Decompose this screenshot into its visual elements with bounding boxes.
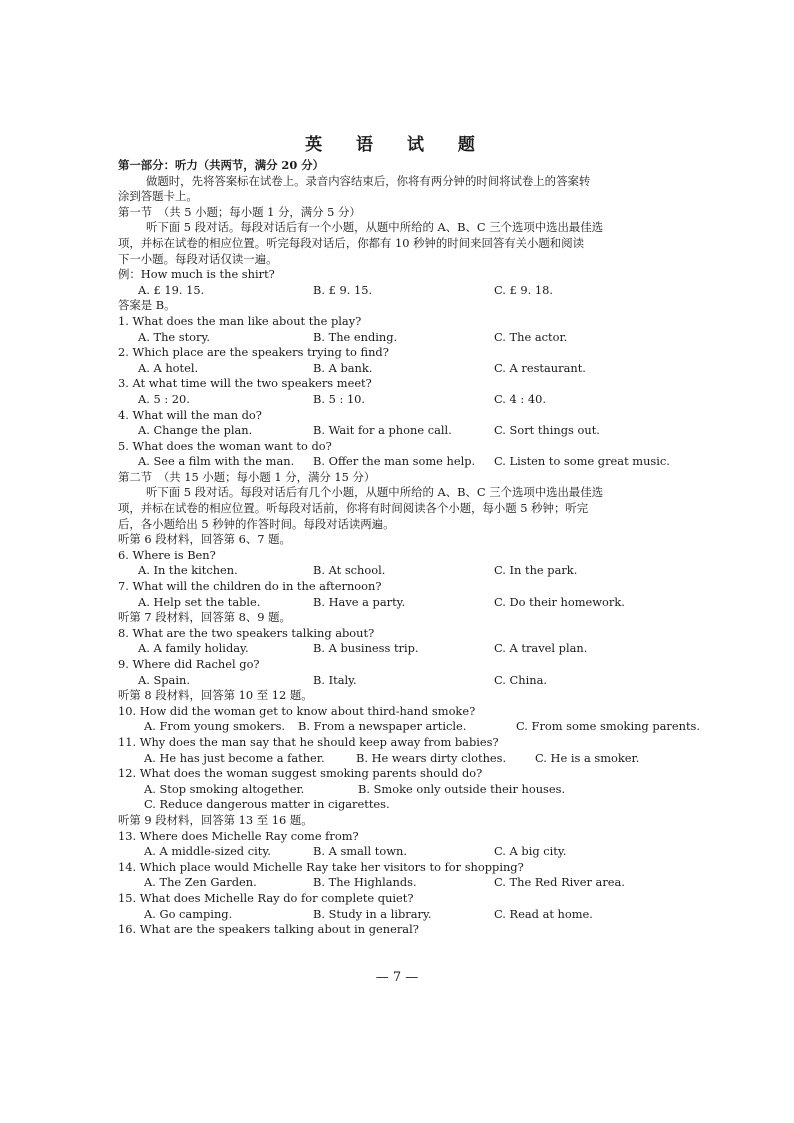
question: 11. Why does the man say that he should keep away from babies? <box>118 734 499 749</box>
example-options <box>118 283 678 299</box>
option-c: C. Sort things out. <box>494 423 600 438</box>
section2-heading: 第二节 （共 15 小题；每小题 1 分，满分 15 分） <box>118 469 376 484</box>
options <box>118 595 678 611</box>
part1-instruction: 做题时，先将答案标在试卷上。录音内容结束后，你将有两分钟的时间将试卷上的答案转 <box>146 173 591 188</box>
section1-instruction: 项，并标在试卷的相应位置。听完每段对话后，你都有 10 秒钟的时间来回答有关小题和阅读 <box>118 235 584 250</box>
material-heading: 听第 7 段材料，回答第 8、9 题。 <box>118 610 291 625</box>
option-b: B. A small town. <box>313 844 407 859</box>
option-a: A. In the kitchen. <box>138 563 238 578</box>
option-b: B. The Highlands. <box>313 875 417 890</box>
option-c: C. China. <box>494 672 547 687</box>
option-a: A. Go camping. <box>144 906 233 921</box>
option-a: A. Help set the table. <box>138 594 261 609</box>
option-a: A. 5 : 20. <box>138 391 190 406</box>
option-b: B. The ending. <box>313 329 398 344</box>
section2-instruction: 项，并标在试卷的相应位置。听每段对话前，你将有时间阅读各个小题，每小题 5 秒钟；听完 <box>118 501 589 516</box>
option-c: C. The actor. <box>494 329 568 344</box>
options <box>118 797 678 813</box>
options <box>118 361 678 377</box>
option-b: B. £ 9. 15. <box>313 282 373 297</box>
option-b: B. Offer the man some help. <box>313 454 476 469</box>
section2-instruction: 后，各小题给出 5 秒钟的作答时间。每段对话读两遍。 <box>118 516 395 531</box>
section1-instruction: 下一小题。每段对话仅读一遍。 <box>118 251 278 266</box>
option-c: C. 4 : 40. <box>494 391 546 406</box>
option-c: C. Read at home. <box>494 906 593 921</box>
option-a: A. Change the plan. <box>138 423 253 438</box>
question: 6. Where is Ben? <box>118 547 216 562</box>
question: 14. Which place would Michelle Ray take her visitors to for shopping? <box>118 859 524 874</box>
option-a: A. From young smokers. <box>144 719 286 734</box>
question: 9. Where did Rachel go? <box>118 657 260 671</box>
question: 4. What will the man do? <box>118 407 262 422</box>
options <box>118 423 678 439</box>
option-a: A. A hotel. <box>138 360 199 375</box>
option-a: A. See a film with the man. <box>138 454 295 469</box>
question: 8. What are the two speakers talking about? <box>118 625 375 640</box>
option-a: A. £ 19. 15. <box>138 282 205 297</box>
option-b: B. Study in a library. <box>313 906 432 921</box>
option-a: A. He has just become a father. <box>144 750 325 765</box>
option-c: C. The Red River area. <box>494 875 625 890</box>
option-c: C. A big city. <box>494 844 567 859</box>
question: 5. What does the woman want to do? <box>118 438 332 453</box>
option-a: A. The story. <box>138 329 211 344</box>
options <box>118 454 678 470</box>
question: 2. Which place are the speakers trying to find? <box>118 345 389 360</box>
material-heading: 听第 9 段材料，回答第 13 至 16 题。 <box>118 812 313 827</box>
options <box>118 719 700 735</box>
question: 3. At what time will the two speakers meet? <box>118 376 372 391</box>
option-c: C. From some smoking parents. <box>516 719 700 734</box>
option-c: C. He is a smoker. <box>535 750 640 765</box>
option-b: B. Have a party. <box>313 594 406 609</box>
options <box>118 751 678 767</box>
section1-instruction: 听下面 5 段对话。每段对话后有一个小题，从题中所给的 A、B、C 三个选项中选出最佳选 <box>146 220 604 235</box>
option-b: B. A bank. <box>313 360 373 375</box>
option-b: B. At school. <box>313 563 386 578</box>
option-b: B. A business trip. <box>313 641 419 656</box>
example-answer: 答案是 B。 <box>118 298 176 313</box>
option-c: C. £ 9. 18. <box>494 282 554 297</box>
section2-instruction: 听下面 5 段对话。每段对话后有几个小题，从题中所给的 A、B、C 三个选项中选出最佳选 <box>146 485 604 500</box>
example-question: 例：How much is the shirt? <box>118 267 275 282</box>
question: 15. What does Michelle Ray do for complete quiet? <box>118 890 414 905</box>
options <box>118 782 678 798</box>
option-b: B. He wears dirty clothes. <box>356 750 507 765</box>
section1-heading: 第一节 （共 5 小题；每小题 1 分，满分 5 分） <box>118 204 361 219</box>
option-b: B. From a newspaper article. <box>298 719 467 734</box>
option-c: C. In the park. <box>494 563 578 578</box>
options <box>118 673 678 689</box>
material-heading: 听第 8 段材料，回答第 10 至 12 题。 <box>118 688 313 703</box>
option-b: B. Wait for a phone call. <box>313 423 452 438</box>
part1-heading: 第一部分：听力（共两节，满分 20 分） <box>118 158 325 172</box>
question: 12. What does the woman suggest smoking parents should do? <box>118 766 483 781</box>
option-c: C. Reduce dangerous matter in cigarettes. <box>144 797 390 812</box>
option-c: C. Listen to some great music. <box>494 454 670 469</box>
exam-content <box>118 158 700 938</box>
options <box>118 641 678 657</box>
options <box>118 844 678 860</box>
option-a: A. Stop smoking altogether. <box>144 781 305 796</box>
options <box>118 907 678 923</box>
material-heading: 听第 6 段材料，回答第 6、7 题。 <box>118 532 291 547</box>
options <box>118 875 678 891</box>
part1-instruction: 涂到答题卡上。 <box>118 189 198 204</box>
page-number: — 7 — <box>375 970 419 985</box>
question: 10. How did the woman get to know about third-hand smoke? <box>118 703 476 718</box>
option-a: A. The Zen Garden. <box>144 875 257 890</box>
options <box>118 330 678 346</box>
question: 16. What are the speakers talking about in general? <box>118 922 419 937</box>
question: 1. What does the man like about the play? <box>118 313 362 328</box>
options <box>118 563 678 579</box>
option-a: A. A family holiday. <box>138 641 249 656</box>
option-b: B. Italy. <box>313 672 357 687</box>
option-c: C. A restaurant. <box>494 360 586 375</box>
option-a: A. Spain. <box>138 672 190 687</box>
option-b: B. Smoke only outside their houses. <box>358 781 566 796</box>
option-c: C. Do their homework. <box>494 594 625 609</box>
page-title: 英 语 试 题 <box>305 135 489 155</box>
option-a: A. A middle-sized city. <box>144 844 271 859</box>
question: 13. Where does Michelle Ray come from? <box>118 828 359 843</box>
option-b: B. 5 : 10. <box>313 391 366 406</box>
option-c: C. A travel plan. <box>494 641 588 656</box>
question: 7. What will the children do in the afternoon? <box>118 579 382 594</box>
options <box>118 392 678 408</box>
